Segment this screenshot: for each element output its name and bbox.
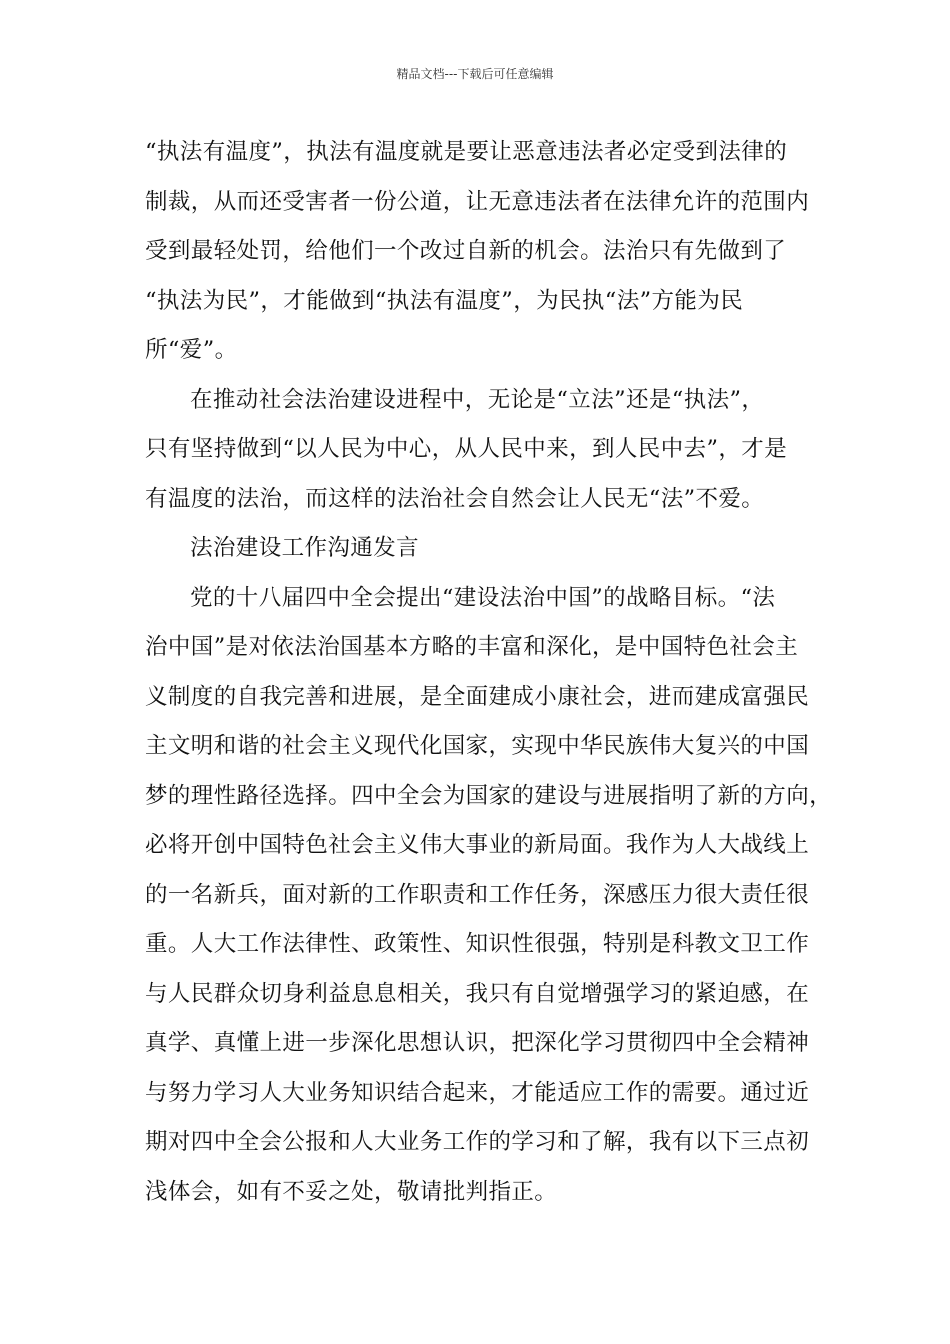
text-line: 重。人大工作法律性、政策性、知识性很强，特别是科教文卫工作 [145, 931, 810, 957]
paragraph-start-line: 在推动社会法治建设进程中，无论是“立法”还是“执法”， [190, 386, 765, 413]
text-line: 主文明和谐的社会主义现代化国家，实现中华民族伟大复兴的中国 [145, 733, 810, 759]
text-line: 浅体会，如有不妥之处，敬请批判指正。 [145, 1178, 558, 1205]
text-line: “执法为民”，才能做到“执法有温度”，为民执“法”方能为民 [145, 287, 744, 314]
text-line: 期对四中全会公报和人大业务工作的学习和了解，我有以下三点初 [145, 1129, 810, 1155]
text-line: 真学、真懂上进一步深化思想认识，把深化学习贯彻四中全会精神 [145, 1030, 810, 1056]
section-heading: 法治建设工作沟通发言 [190, 535, 420, 561]
text-line: 只有坚持做到“以人民为中心，从人民中来，到人民中去”，才是 [145, 436, 788, 462]
text-line: “执法有温度”，执法有温度就是要让恶意违法者必定受到法律的 [145, 139, 788, 165]
document-body [145, 130, 833, 1219]
text-line: 所“爱”。 [145, 337, 238, 363]
text-line: 梦的理性路径选择。四中全会为国家的建设与进展指明了新的方向， [145, 782, 833, 809]
page-header: 精品文档---下载后可任意编辑 [396, 67, 554, 81]
text-line: 制裁，从而还受害者一份公道，让无意违法者在法律允许的范围内 [145, 188, 810, 215]
text-line: 受到最轻处罚，给他们一个改过自新的机会。法治只有先做到了 [145, 238, 787, 264]
text-line: 与努力学习人大业务知识结合起来，才能适应工作的需要。通过近 [145, 1079, 810, 1106]
text-line: 必将开创中国特色社会主义伟大事业的新局面。我作为人大战线上 [145, 832, 810, 858]
text-line: 与人民群众切身利益息息相关，我只有自觉增强学习的紧迫感，在 [145, 980, 810, 1007]
text-line: 的一名新兵，面对新的工作职责和工作任务，深感压力很大责任很 [145, 881, 810, 908]
text-line: 有温度的法治，而这样的法治社会自然会让人民无“法”不爱。 [145, 485, 765, 512]
paragraph-start-line: 党的十八届四中全会提出“建设法治中国”的战略目标。“法 [190, 584, 776, 611]
text-line: 义制度的自我完善和进展，是全面建成小康社会，进而建成富强民 [145, 683, 810, 710]
text-line: 治中国”是对依法治国基本方略的丰富和深化，是中国特色社会主 [145, 634, 799, 660]
